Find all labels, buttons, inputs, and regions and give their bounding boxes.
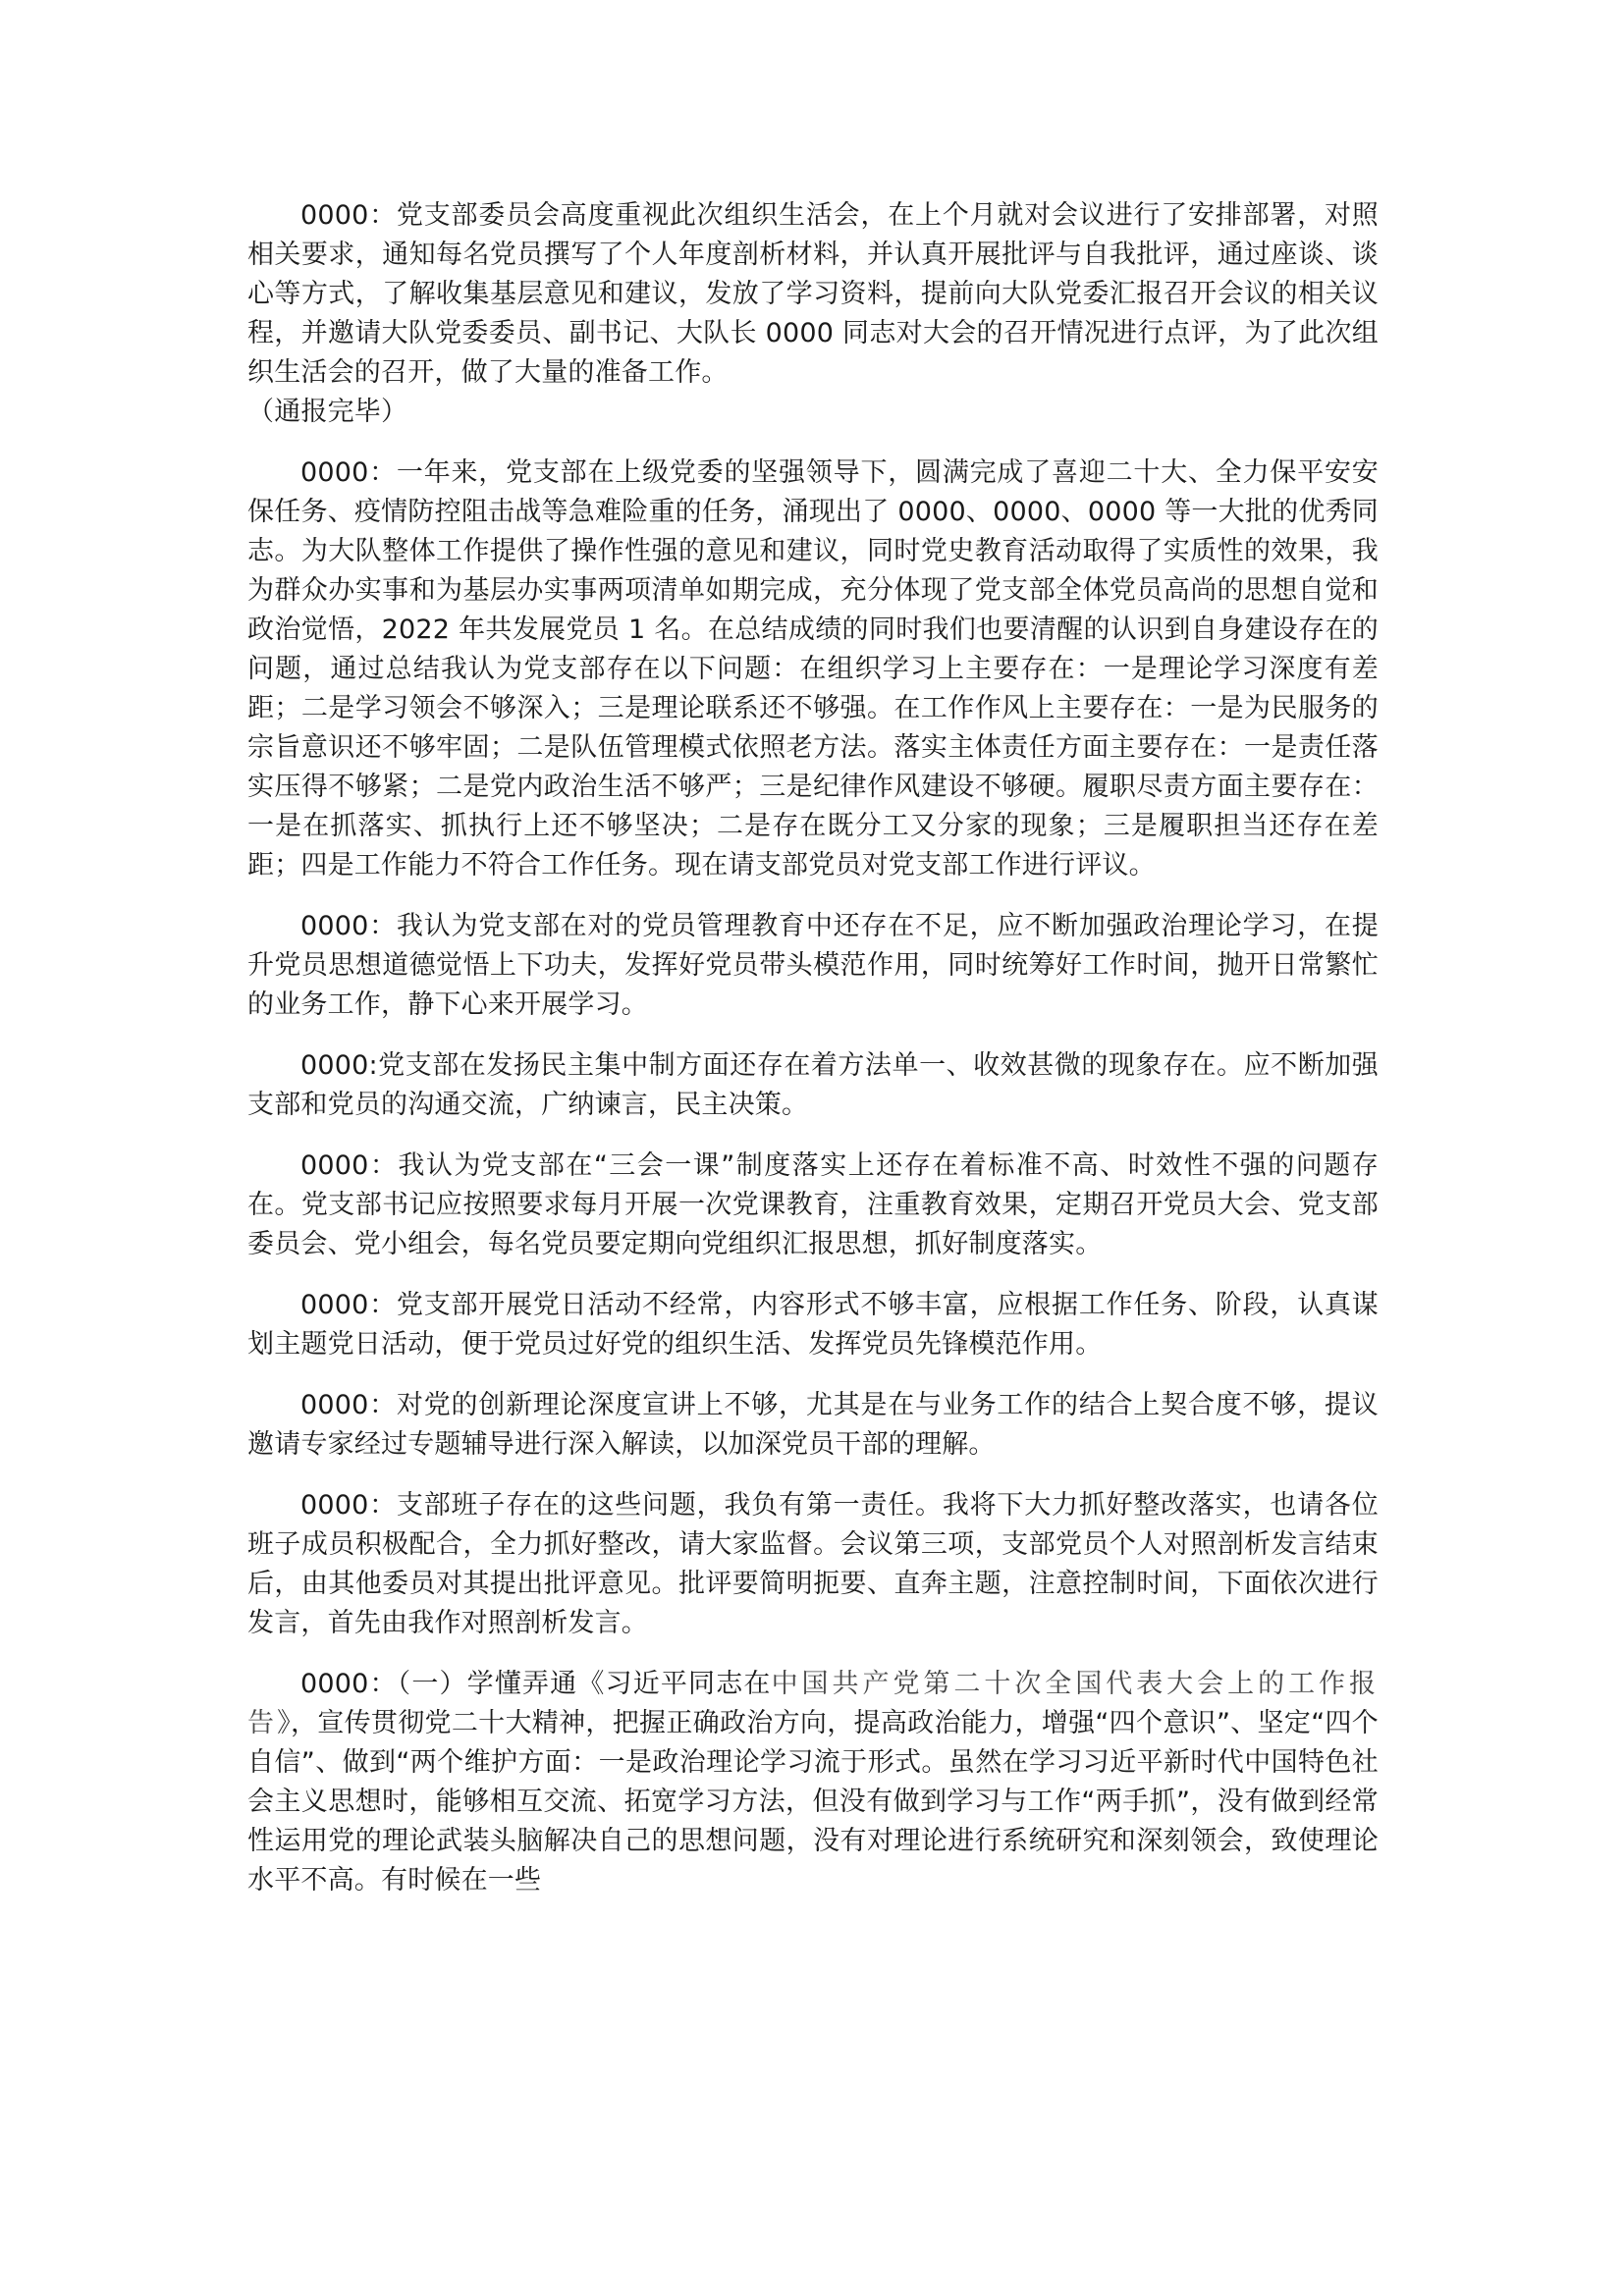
paragraph-secretary-response [247, 1486, 1379, 1643]
paragraph-text: 0000：我认为党支部在对的党员管理教育中还存在不足，应不断加强政治理论学习，在提升党员思想道德觉悟上下功夫，发挥好党员带头模范作用，同时统筹好工作时间，抛开日常繁忙的业务工作，静下心来开展学习。 [247, 911, 1379, 1020]
report-title-serif: 中国共产党第二十次全国代表大会上的工作报告 [247, 1669, 1380, 1738]
paragraph-text: 0000：支部班子存在的这些问题，我负有第一责任。我将下大力抓好整改落实，也请各位班子成员积极配合，全力抓好整改，请大家监督。会议第三项，支部党员个人对照剖析发言结束后，由其他委员对其提出批评意见。批评要简明扼要、直奔主题，注意控制时间，下面依次进行发言，首先由我作对照剖析发言。 [247, 1490, 1379, 1638]
paragraph-comment-three-meetings [247, 1147, 1379, 1264]
paragraph-self-analysis [247, 1665, 1379, 1900]
paragraph-text: 0000：党支部委员会高度重视此次组织生活会，在上个月就对会议进行了安排部署，对照相关要求，通知每名党员撰写了个人年度剖析材料，并认真开展批评与自我批评，通过座谈、谈心等方式，了解收集基层意见和建议，发放了学习资料，提前向大队党委汇报召开会议的相关议程，并邀请大队党委委员、副书记、大队长 0000 同志对大会的召开情况进行点评，为了此次组织生活会的召开，做了大量的准备工作。 [247, 200, 1379, 388]
report-end-note: （通报完毕） [247, 397, 408, 427]
paragraph-comment-theory [247, 1386, 1379, 1465]
paragraph-text: 0000:党支部在发扬民主集中制方面还存在着方法单一、收效甚微的现象存在。应不断加强支部和党员的沟通交流，广纳谏言，民主决策。 [247, 1050, 1379, 1120]
paragraph-text: 0000：一年来，党支部在上级党委的坚强领导下，圆满完成了喜迎二十大、全力保平安安保任务、疫情防控阻击战等急难险重的任务，涌现出了 0000、0000、0000 等一大批的优秀同志。为大队整体工作提供了操作性强的意见和建议，同时党史教育活动取得了实质性的效果，我为群众办实事和为基层办实事两项清单如期完成，充分体现了党支部全体党员高尚的思想自觉和政治觉悟，2022 年共发展党员 1 名。在总结成绩的同时我们也要清醒的认识到自身建设存在的问题，通过总结我认为党支部存在以下问题：在组织学习上主要存在：一是理论学习深度有差距；二是学习领会不够深入；三是理论联系还不够强。在工作作风上主要存在：一是为民服务的宗旨意识还不够牢固；二是队伍管理模式依照老方法。落实主体责任方面主要存在：一是责任落实压得不够紧；二是党内政治生活不够严；三是纪律作风建设不够硬。履职尽责方面主要存在：一是在抓落实、抓执行上还不够坚决；二是存在既分工又分家的现象；三是履职担当还存在差距；四是工作能力不符合工作任务。现在请支部党员对党支部工作进行评议。 [247, 457, 1379, 881]
paragraph-comment-education [247, 907, 1379, 1025]
paragraph-comment-democracy [247, 1046, 1379, 1125]
document-body [247, 196, 1379, 1922]
paragraph-preparation-report [247, 196, 1379, 432]
paragraph-text: 0000：我认为党支部在“三会一课”制度落实上还存在着标准不高、时效性不强的问题存在。党支部书记应按照要求每月开展一次党课教育，注重教育效果，定期召开党员大会、党支部委员会、党小组会，每名党员要定期向党组织汇报思想，抓好制度落实。 [247, 1150, 1379, 1259]
paragraph-text: 0000：对党的创新理论深度宣讲上不够，尤其是在与业务工作的结合上契合度不够，提议邀请专家经过专题辅导进行深入解读，以加深党员干部的理解。 [247, 1390, 1379, 1460]
paragraph-text-part-b: 》，宣传贯彻党二十大精神，把握正确政治方向，提高政治能力，增强“四个意识”、坚定“四个自信”、做到“两个维护方面：一是政治理论学习流于形式。虽然在学习习近平新时代中国特色社会主义思想时，能够相互交流、拓宽学习方法，但没有做到学习与工作“两手抓”，没有做到经常性运用党的理论武装头脑解决自己的思想问题，没有对理论进行系统研究和深刻领会，致使理论水平不高。有时候在一些 [247, 1708, 1380, 1896]
paragraph-text-part-a: 0000：（一）学懂弄通《习近平同志在 [300, 1669, 772, 1699]
paragraph-text: 0000：党支部开展党日活动不经常，内容形式不够丰富，应根据工作任务、阶段，认真谋划主题党日活动，便于党员过好党的组织生活、发挥党员先锋模范作用。 [247, 1290, 1379, 1360]
paragraph-comment-party-day [247, 1286, 1379, 1364]
paragraph-annual-review [247, 454, 1379, 885]
